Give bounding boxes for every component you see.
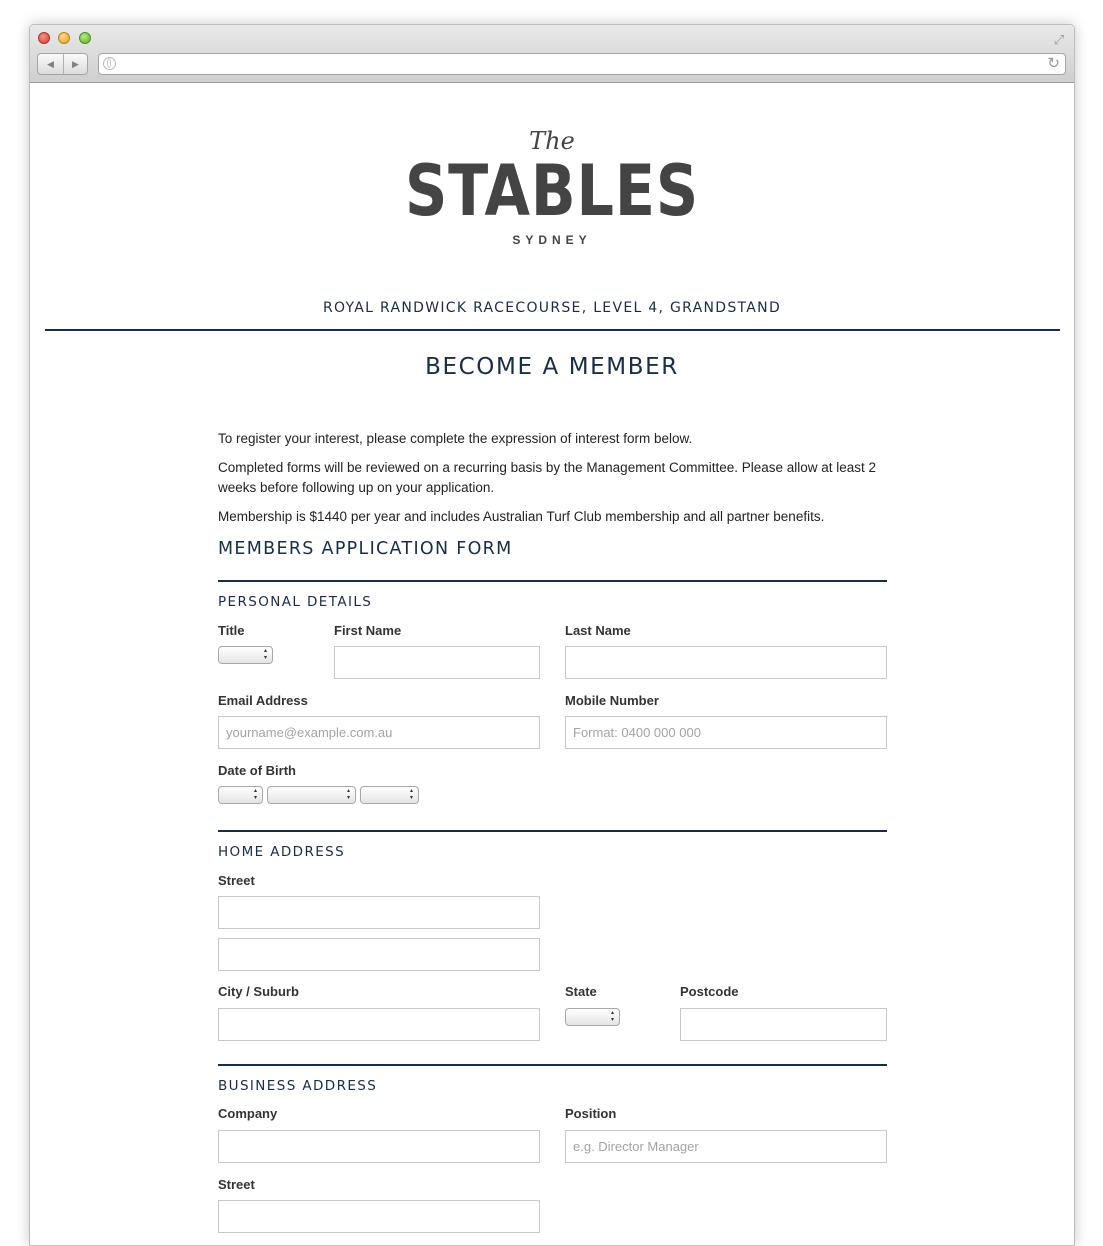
logo-stables: STABLES bbox=[404, 150, 700, 232]
email-input[interactable] bbox=[218, 716, 540, 749]
last-name-input[interactable] bbox=[565, 646, 887, 679]
city-input[interactable] bbox=[218, 1008, 540, 1041]
position-label: Position bbox=[565, 1106, 617, 1121]
state-select[interactable] bbox=[565, 1008, 620, 1026]
fullscreen-icon[interactable]: ⤢ bbox=[1053, 32, 1065, 47]
dob-year-select[interactable] bbox=[360, 786, 419, 804]
business-street-input[interactable] bbox=[218, 1200, 540, 1233]
browser-toolbar bbox=[30, 25, 1074, 83]
back-arrow-icon[interactable]: ◀ bbox=[38, 54, 64, 74]
mobile-label: Mobile Number bbox=[565, 693, 659, 708]
home-street-line2-input[interactable] bbox=[218, 938, 540, 971]
section-divider bbox=[218, 1064, 887, 1066]
reload-icon[interactable]: ↻ bbox=[1047, 55, 1060, 72]
form-title: MEMBERS APPLICATION FORM bbox=[218, 539, 513, 559]
city-label: City / Suburb bbox=[218, 984, 299, 999]
first-name-input[interactable] bbox=[334, 646, 540, 679]
close-window-button[interactable] bbox=[38, 32, 50, 44]
intro-paragraph-1: To register your interest, please complete the expression of interest form below. bbox=[218, 431, 693, 446]
dob-label: Date of Birth bbox=[218, 763, 296, 778]
globe-icon bbox=[103, 57, 116, 70]
title-label: Title bbox=[218, 623, 245, 638]
intro-paragraph-3: Membership is $1440 per year and includes Australian Turf Club membership and all partner benefits. bbox=[218, 509, 825, 524]
title-select[interactable] bbox=[218, 646, 273, 664]
last-name-label: Last Name bbox=[565, 623, 631, 638]
section-divider bbox=[218, 580, 887, 582]
position-input[interactable] bbox=[565, 1130, 887, 1163]
logo-the: The bbox=[529, 127, 575, 155]
dob-month-select[interactable] bbox=[267, 786, 356, 804]
zoom-window-button[interactable] bbox=[79, 32, 91, 44]
minimize-window-button[interactable] bbox=[58, 32, 70, 44]
section-heading-personal: PERSONAL DETAILS bbox=[218, 594, 373, 610]
postcode-input[interactable] bbox=[680, 1008, 887, 1041]
business-street-label: Street bbox=[218, 1177, 255, 1192]
logo-sydney: SYDNEY bbox=[512, 233, 592, 247]
postcode-label: Postcode bbox=[680, 984, 739, 999]
intro-paragraph-2: Completed forms will be reviewed on a recurring basis by the Management Committee. Please allow at least 2 weeks before following up on your application. bbox=[218, 460, 877, 495]
mobile-input[interactable] bbox=[565, 716, 887, 749]
browser-window bbox=[29, 24, 1075, 1246]
address-bar[interactable] bbox=[98, 53, 1066, 75]
header-divider bbox=[45, 329, 1060, 331]
forward-arrow-icon[interactable]: ▶ bbox=[72, 59, 79, 69]
section-heading-home: HOME ADDRESS bbox=[218, 844, 346, 860]
company-input[interactable] bbox=[218, 1130, 540, 1163]
page-title: BECOME A MEMBER bbox=[425, 354, 679, 380]
nav-buttons bbox=[37, 53, 88, 75]
venue-address: ROYAL RANDWICK RACECOURSE, LEVEL 4, GRANDSTAND bbox=[322, 300, 782, 316]
first-name-label: First Name bbox=[334, 623, 402, 638]
home-street-label: Street bbox=[218, 873, 255, 888]
company-label: Company bbox=[218, 1106, 278, 1121]
section-heading-business: BUSINESS ADDRESS bbox=[218, 1078, 378, 1094]
email-label: Email Address bbox=[218, 693, 308, 708]
dob-day-select[interactable] bbox=[218, 786, 263, 804]
state-label: State bbox=[565, 984, 597, 999]
home-street-line1-input[interactable] bbox=[218, 896, 540, 929]
section-divider bbox=[218, 830, 887, 832]
